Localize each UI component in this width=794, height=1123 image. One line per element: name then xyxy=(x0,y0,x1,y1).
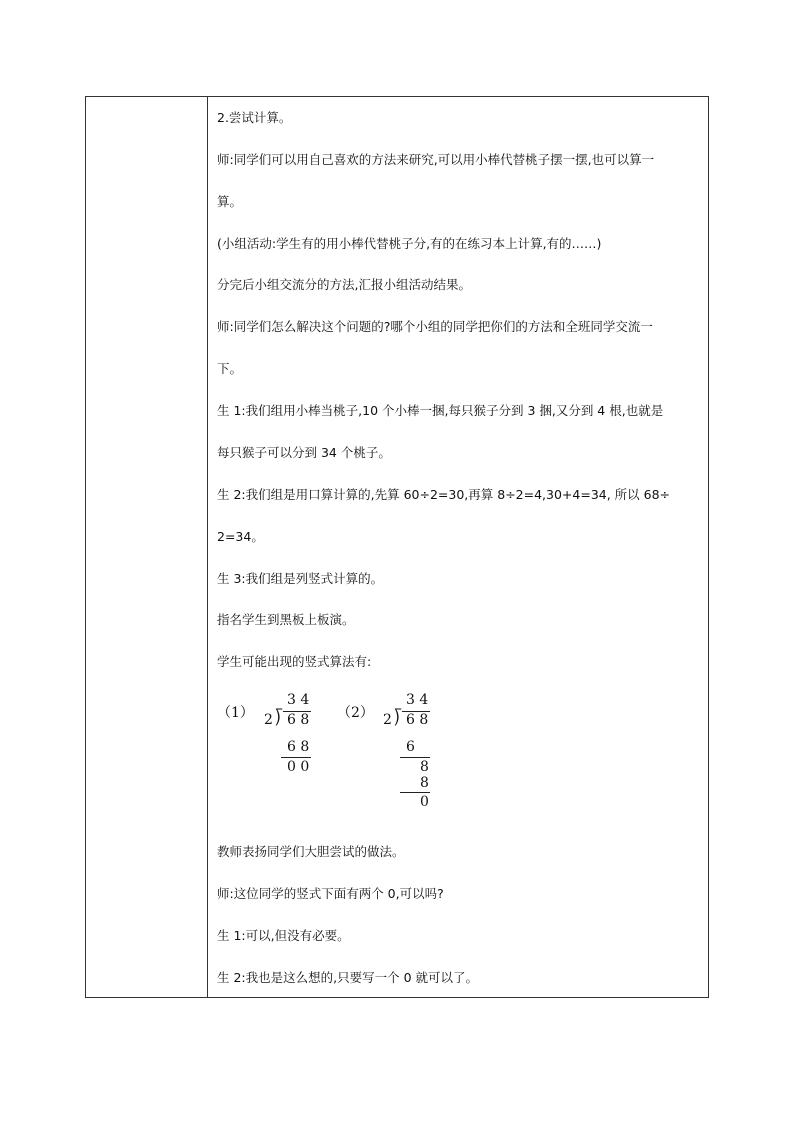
method1-rule xyxy=(281,757,311,758)
text-line: 生 3:我们组是列竖式计算的。 xyxy=(217,571,384,586)
method2-divisor: 2 xyxy=(383,712,392,728)
method1-dividend: 6 8 xyxy=(287,712,310,728)
method1-remainder: 0 0 xyxy=(287,759,310,775)
text-line: 分完后小组交流分的方法,汇报小组活动结果。 xyxy=(217,277,471,292)
text-line: 算。 xyxy=(217,194,243,209)
table-left-cell xyxy=(86,97,208,997)
lesson-table xyxy=(85,96,709,998)
text-line: 每只猴子可以分到 34 个桃子。 xyxy=(217,445,391,460)
method1-quotient: 3 4 xyxy=(287,692,310,708)
long-division-figures xyxy=(217,692,457,822)
text-line: (小组活动:学生有的用小棒代替桃子分,有的在练习本上计算,有的……) xyxy=(217,236,602,251)
method2-step: 8 xyxy=(420,775,429,791)
method2-bring-down: 8 xyxy=(420,759,429,775)
method2-rule xyxy=(400,792,430,793)
method2-dividend: 6 8 xyxy=(406,712,429,728)
text-line: 学生可能出现的竖式算法有: xyxy=(217,654,372,669)
text-line: 指名学生到黑板上板演。 xyxy=(217,612,355,627)
method2-remainder: 0 xyxy=(420,794,429,810)
method1-step: 6 8 xyxy=(287,739,310,755)
text-line: 生 2:我们组是用口算计算的,先算 60÷2=30,再算 8÷2=4,30+4=34, 所以 68÷ xyxy=(217,487,671,502)
text-line: 生 2:我也是这么想的,只要写一个 0 就可以了。 xyxy=(217,970,479,985)
text-line: 师:同学们怎么解决这个问题的?哪个小组的同学把你们的方法和全班同学交流一 xyxy=(217,319,653,334)
method1-divisor: 2 xyxy=(264,712,273,728)
method2-step: 6 xyxy=(406,739,415,755)
method1-label: （1） xyxy=(217,705,254,721)
method2-rule xyxy=(400,757,430,758)
text-line: 生 1:我们组用小棒当桃子,10 个小棒一捆,每只猴子分到 3 捆,又分到 4 根,也就是 xyxy=(217,403,664,418)
text-line: 师:同学们可以用自己喜欢的方法来研究,可以用小棒代替桃子摆一摆,也可以算一 xyxy=(217,152,655,167)
text-line: 生 1:可以,但没有必要。 xyxy=(217,928,350,943)
method2-quotient: 3 4 xyxy=(406,692,429,708)
text-line: 2.尝试计算。 xyxy=(217,110,292,125)
method2-label: （2） xyxy=(337,705,374,721)
text-line: 教师表扬同学们大胆尝试的做法。 xyxy=(217,844,405,859)
text-line: 师:这位同学的竖式下面有两个 0,可以吗? xyxy=(217,886,444,901)
method1-bracket: ⟌ xyxy=(275,709,283,730)
method2-bracket: ⟌ xyxy=(394,709,402,730)
text-line: 2=34。 xyxy=(217,529,264,544)
text-line: 下。 xyxy=(217,361,243,376)
